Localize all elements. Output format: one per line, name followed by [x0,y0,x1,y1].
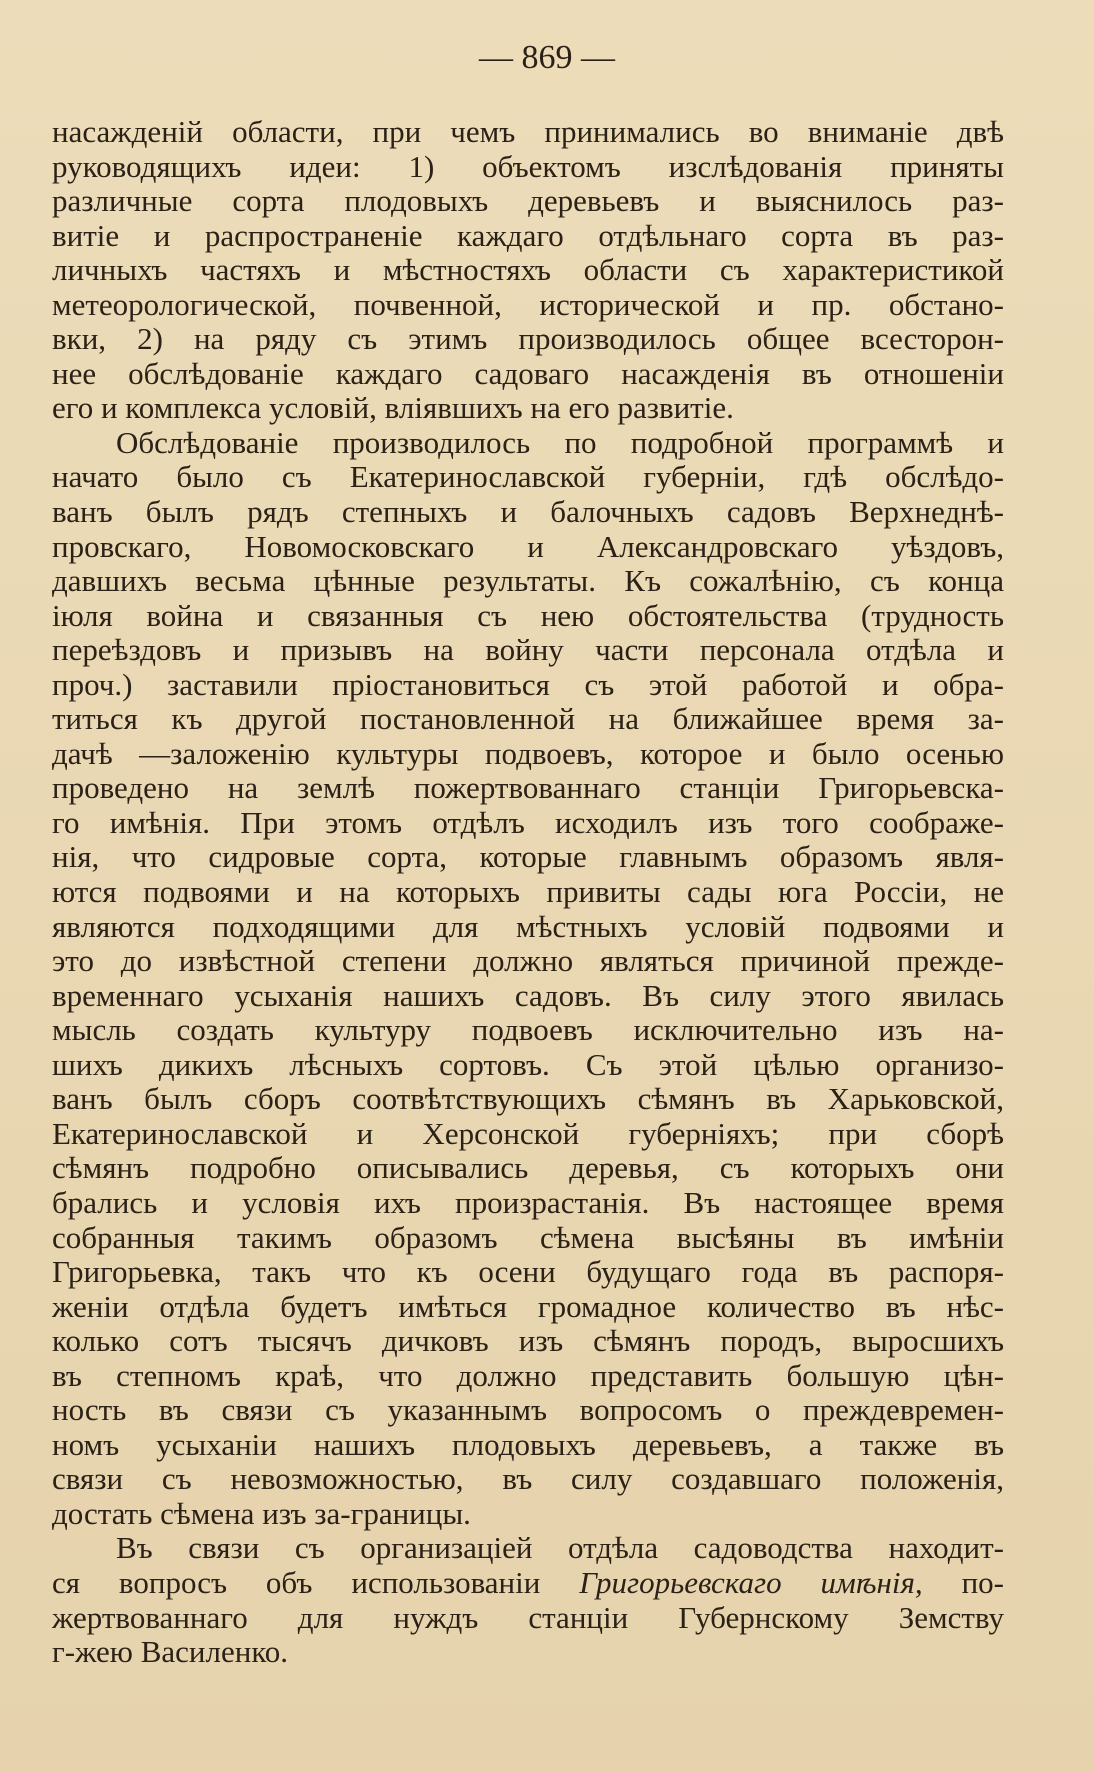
text-line: жертвованнаго для нуждъ станціи Губернскому Земству [52,1599,1004,1635]
text-line: брались и условія ихъ произрастанія. Въ настоящее время [52,1184,1004,1220]
text-line: ванъ былъ рядъ степныхъ и балочныхъ садовъ Верхнеднѣ- [52,494,1004,530]
text-line: женіи отдѣла будетъ имѣться громадное количество въ нѣс- [52,1288,1004,1324]
paragraph-2 [52,426,1004,1532]
text-line: являются подходящими для мѣстныхъ условій подвоями и [52,908,1004,944]
text-line: различные сорта плодовыхъ деревьевъ и выяснилось раз- [52,183,1004,219]
page-number: — 869 — [479,39,615,76]
text-line: ются подвоями и на которыхъ привиты сады юга Россіи, не [52,874,1004,910]
text-line: Екатеринославской и Херсонской губерніяхъ; при сборѣ [52,1115,1004,1151]
text-line: достать сѣмена изъ за-границы. [52,1495,471,1531]
text-line: нее обслѣдованіе каждаго садоваго насажденія въ отношеніи [52,355,1004,391]
text-line: давшихъ весьма цѣнные результаты. Къ сожалѣнію, съ конца [52,563,1004,599]
text-line: провскаго, Новомосковскаго и Александровскаго уѣздовъ, [52,528,1004,564]
text-line: номъ усыханіи нашихъ плодовыхъ деревьевъ, а также въ [52,1426,1004,1462]
text-line: нія, что сидровые сорта, которые главнымъ образомъ явля- [52,839,1004,875]
text-line: Григорьевка, такъ что къ осени будущаго года въ распоря- [52,1254,1004,1290]
text-line: шихъ дикихъ лѣсныхъ сортовъ. Съ этой цѣлью организо- [52,1046,1004,1082]
text-line: его и комплекса условій, вліявшихъ на его развитіе. [52,390,734,426]
text-line: колько сотъ тысячъ дичковъ изъ сѣмянъ породъ, выросшихъ [52,1323,1004,1359]
text-line: Въ связи съ организаціей отдѣла садоводства находит- [116,1530,1004,1566]
text-line: личныхъ частяхъ и мѣстностяхъ области съ характеристикой [52,252,1004,288]
text-line: іюля война и связанныя съ нею обстоятельства (трудность [52,597,1004,633]
italic-estate-name: Григорьевскаго имѣнія, [579,1564,923,1600]
body-text [52,115,1004,1670]
text-line: мысль создать культуру подвоевъ исключительно изъ на- [52,1012,1004,1048]
text-line: начато было съ Екатеринославской губерніи, гдѣ обслѣдо- [52,459,1004,495]
text-line: въ степномъ краѣ, что должно представить большую цѣн- [52,1357,1004,1393]
paragraph-1 [52,115,1004,426]
text-fragment: ся вопросъ объ использованіи [52,1564,580,1600]
text-line: собранныя такимъ образомъ сѣмена высѣяны въ имѣніи [52,1219,1004,1255]
text-line: го имѣнія. При этомъ отдѣлъ исходилъ изъ того соображе- [52,804,1004,840]
text-line: титься къ другой постановленной на ближайшее время за- [52,701,1004,737]
text-line: витіе и распространеніе каждаго отдѣльнаго сорта въ раз- [52,217,1004,253]
text-line: вки, 2) на ряду съ этимъ производилось общее всесторон- [52,321,1004,357]
text-line: дачѣ —заложенію культуры подвоевъ, которое и было осенью [52,735,1004,771]
text-line: связи съ невозможностью, въ силу создавшаго положенія, [52,1461,1004,1497]
text-line: руководящихъ идеи: 1) объектомъ изслѣдованія приняты [52,148,1004,184]
text-line: сѣмянъ подробно описывались деревья, съ которыхъ они [52,1150,1004,1186]
text-line: метеорологической, почвенной, исторической и пр. обстано- [52,286,1004,322]
text-line: насажденій области, при чемъ принимались во вниманіе двѣ [52,114,1004,149]
text-fragment: по- [922,1564,1004,1600]
text-line: ность въ связи съ указаннымъ вопросомъ о преждевремен- [52,1392,1004,1428]
text-line: г-жею Василенко. [52,1634,289,1670]
text-line: проведено на землѣ пожертвованнаго станціи Григорьевска- [52,770,1004,806]
text-line: это до извѣстной степени должно являться причиной преждe- [52,943,1004,979]
text-line-with-italic [52,1566,1004,1601]
text-line: проч.) заставили пріостановиться съ этой работой и обра- [52,666,1004,702]
text-line: Обслѣдованіе производилось по подробной программѣ и [116,424,1004,460]
paragraph-3 [52,1531,1004,1669]
text-line: переѣздовъ и призывъ на войну части персонала отдѣла и [52,632,1004,668]
text-line: ванъ былъ сборъ соотвѣтствующихъ сѣмянъ въ Харьковской, [52,1081,1004,1117]
text-line: временнаго усыханія нашихъ садовъ. Въ силу этого явилась [52,977,1004,1013]
